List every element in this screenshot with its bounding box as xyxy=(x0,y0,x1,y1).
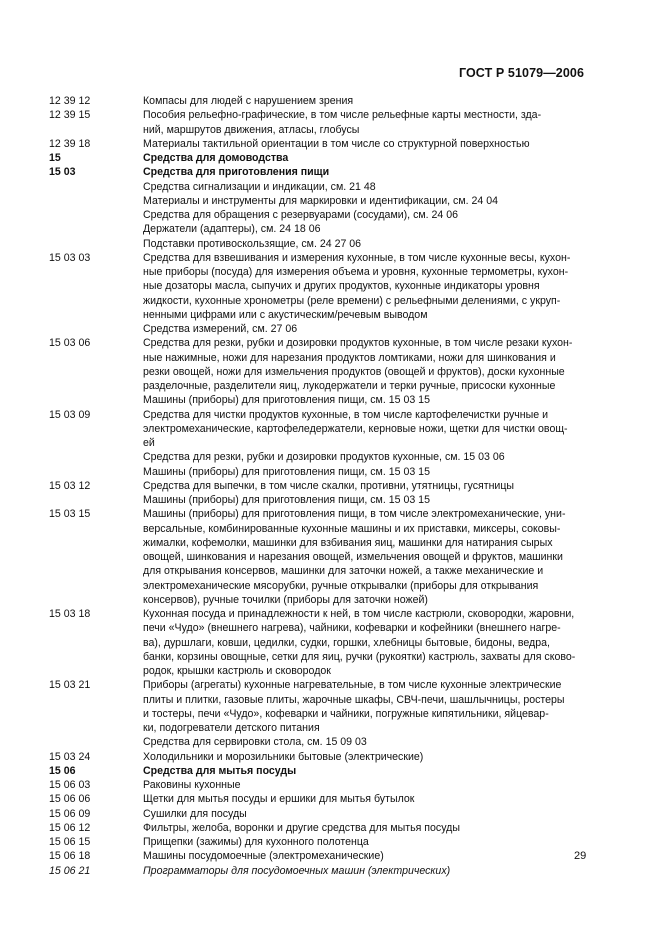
classification-entry xyxy=(49,336,584,407)
classification-entry xyxy=(49,750,584,764)
entry-code: 12 39 12 xyxy=(49,95,91,107)
description-line: версальные, комбинированные кухонные машины и их приставки, миксеры, соковы- xyxy=(143,522,561,535)
entry-code: 15 03 18 xyxy=(49,608,91,620)
entry-code: 15 06 15 xyxy=(49,836,91,848)
document-header: ГОСТ Р 51079—2006 xyxy=(458,66,584,80)
description-line: разделочные, разделители яиц, лукодержатели и терки ручные, присоски кухонные xyxy=(143,380,556,392)
entry-description xyxy=(143,607,584,678)
description-line: Средства для приготовления пищи xyxy=(143,166,330,179)
entry-code: 12 39 15 xyxy=(49,109,91,122)
entry-description xyxy=(143,94,584,108)
entry-code xyxy=(49,180,143,251)
classification-entry xyxy=(49,849,587,863)
classification-entry xyxy=(49,165,584,179)
description-line: Раковины кухонные xyxy=(143,779,241,791)
entry-code: 15 03 xyxy=(49,166,76,179)
description-line: электромеханические мясорубки, ручные открывалки (приборы для открывания xyxy=(143,579,539,592)
description-line: Машины посудомоечные (электромеханические) xyxy=(143,850,384,863)
entry-description xyxy=(143,864,584,878)
description-line: ки, подогреватели детского питания xyxy=(143,722,320,734)
description-line: Приборы (агрегаты) кухонные нагревательные, в том числе кухонные электрические xyxy=(143,679,562,692)
classification-entry xyxy=(49,108,584,137)
description-line: Средства для чистки продуктов кухонные, в том числе картофелечистки ручные и xyxy=(143,408,549,421)
description-line: Средства сигнализации и индикации, см. 21 48 xyxy=(143,180,376,193)
description-line: ей xyxy=(143,437,155,449)
classification-entry xyxy=(49,807,584,821)
description-line: Материалы тактильной ориентации в том числе со структурной поверхностью xyxy=(143,137,530,150)
classification-list xyxy=(49,94,587,878)
description-line: Машины (приборы) для приготовления пищи, в том числе электромеханические, уни- xyxy=(143,508,566,521)
entry-description xyxy=(143,778,584,792)
entry-description xyxy=(143,108,584,137)
entry-code: 15 03 03 xyxy=(49,251,91,264)
description-line: Средства для обращения с резервуарами (сосудами), см. 24 06 xyxy=(143,209,459,221)
entry-description xyxy=(143,835,584,849)
description-line: ные нажимные, ножи для нарезания продуктов ломтиками, ножи для шинкования и xyxy=(143,351,556,364)
classification-entry xyxy=(49,479,584,508)
entry-code: 15 06 03 xyxy=(49,779,91,791)
description-line: Средства для выпечки, в том числе скалки, противни, утятницы, гусятницы xyxy=(143,479,515,492)
description-line: жималки, кофемолки, машинки для взбивания яиц, машинки для натирания сырых xyxy=(143,536,553,549)
description-line: Программаторы для посудомоечных машин (электрических) xyxy=(143,864,451,877)
entry-description xyxy=(143,821,584,835)
classification-entry xyxy=(49,678,584,749)
description-line: Средства для резки, рубки и дозировки продуктов кухонные, см. 15 03 06 xyxy=(143,451,505,464)
classification-entry xyxy=(49,151,584,165)
classification-entry xyxy=(49,778,584,792)
entry-code: 15 03 12 xyxy=(49,479,91,492)
entry-code: 15 03 06 xyxy=(49,337,91,350)
description-line: Машины (приборы) для приготовления пищи, см. 15 03 15 xyxy=(143,465,430,478)
entry-description xyxy=(143,750,584,764)
description-line: печи «Чудо» (внешнего нагрева), чайники, кофеварки и кофейники (внешнего нагре- xyxy=(143,622,561,635)
description-line: Холодильники и морозильники бытовые (электрические) xyxy=(143,750,424,763)
description-line: родок, крышки кастрюль и сковородок xyxy=(143,665,331,677)
description-line: консервов), ручные точилки (приборы для заточки ножей) xyxy=(143,593,428,606)
description-line: Средства измерений, см. 27 06 xyxy=(143,323,298,335)
entry-description xyxy=(143,180,584,251)
classification-entry xyxy=(49,607,584,678)
entry-description xyxy=(143,678,584,749)
description-line: ва), дуршлаги, ковши, цедилки, судки, горшки, хлебницы бытовые, бидоны, ведра, xyxy=(143,636,550,649)
entry-code: 15 03 24 xyxy=(49,750,91,763)
description-line: Подставки противоскользящие, см. 24 27 06 xyxy=(143,237,362,250)
entry-code: 15 03 15 xyxy=(49,508,91,521)
classification-entry xyxy=(49,507,584,607)
entry-code: 15 06 09 xyxy=(49,807,91,820)
description-line: ные дозаторы масла, сыпучих и других продуктов, кухонные индикаторы уровня xyxy=(143,280,540,293)
description-line: Пособия рельефно-графические, в том числе рельефные карты местности, зда- xyxy=(143,109,542,122)
entry-description xyxy=(143,336,584,407)
description-line: жидкости, кухонные хронометры (реле времени) с рельефными делениями, с укруп- xyxy=(143,294,561,307)
entry-code: 15 06 12 xyxy=(49,821,91,834)
classification-entry xyxy=(49,408,584,479)
description-line: Машины (приборы) для приготовления пищи, см. 15 03 15 xyxy=(143,494,430,506)
description-line: Сушилки для посуды xyxy=(143,807,247,820)
description-line: для открывания консервов, машинки для заточки ножей, а также механические и xyxy=(143,565,544,578)
description-line: Средства для домоводства xyxy=(143,152,289,164)
page-number: 29 xyxy=(574,850,587,862)
entry-description xyxy=(143,408,584,479)
entry-description xyxy=(143,849,587,863)
description-line: Кухонная посуда и принадлежности к ней, в том числе кастрюли, сковородки, жаровни, xyxy=(143,608,575,620)
description-line: Материалы и инструменты для маркировки и идентификации, см. 24 04 xyxy=(143,194,499,207)
entry-description xyxy=(143,807,584,821)
description-line: Средства для мытья посуды xyxy=(143,764,297,777)
description-line: ний, маршрутов движения, атласы, глобусы xyxy=(143,123,360,136)
entry-code: 15 06 06 xyxy=(49,793,91,806)
entry-description xyxy=(143,165,584,179)
entry-description xyxy=(143,507,584,607)
description-line: овощей, шинкования и нарезания овощей, измельчения овощей и фруктов, машинки xyxy=(143,551,563,563)
classification-entry xyxy=(49,251,584,337)
classification-entry xyxy=(49,821,584,835)
description-line: ненными цифрами или с акустическим/речевым выводом xyxy=(143,308,428,321)
description-line: плиты и плитки, газовые плиты, жарочные шкафы, СВЧ-печи, шашлычницы, ростеры xyxy=(143,693,565,706)
classification-entry xyxy=(49,764,584,778)
entry-description xyxy=(143,764,584,778)
description-line: и тостеры, печи «Чудо», кофеварки и чайники, погружные кипятильники, яйцевар- xyxy=(143,707,549,720)
classification-entry xyxy=(49,835,584,849)
entry-description xyxy=(143,479,584,508)
entry-code: 12 39 18 xyxy=(49,137,91,150)
entry-description xyxy=(143,251,584,337)
entry-code: 15 xyxy=(49,152,61,164)
description-line: Средства для резки, рубки и дозировки продуктов кухонные, в том числе резаки кухон- xyxy=(143,337,573,350)
classification-entry xyxy=(49,94,584,108)
description-line: Прищепки (зажимы) для кухонного полотенца xyxy=(143,836,369,848)
entry-code: 15 06 21 xyxy=(49,864,91,877)
description-line: Компасы для людей с нарушением зрения xyxy=(143,95,354,107)
description-line: Средства для взвешивания и измерения кухонные, в том числе кухонные весы, кухон- xyxy=(143,251,571,264)
description-line: банки, корзины овощные, сетки для яиц, ручки (рукоятки) кастрюль, захваты для сково- xyxy=(143,650,576,663)
description-line: Держатели (адаптеры), см. 24 18 06 xyxy=(143,223,321,236)
classification-entry xyxy=(49,180,584,251)
description-line: резки овощей, ножи для измельчения продуктов (овощей и фруктов), доски кухонные xyxy=(143,365,565,378)
entry-code: 15 03 09 xyxy=(49,408,91,421)
description-line: Щетки для мытья посуды и ершики для мытья бутылок xyxy=(143,793,415,806)
entry-description xyxy=(143,151,584,165)
entry-code: 15 06 xyxy=(49,764,76,777)
classification-entry xyxy=(49,137,584,151)
entry-description xyxy=(143,137,584,151)
description-line: ные приборы (посуда) для измерения объема и уровня, кухонные термометры, кухон- xyxy=(143,266,569,278)
description-line: электромеханические, картофеледержатели, керновые ножи, щетки для чистки овощ- xyxy=(143,422,568,435)
entry-code: 15 03 21 xyxy=(49,679,91,692)
classification-entry xyxy=(49,864,584,878)
description-line: Фильтры, желоба, воронки и другие средства для мытья посуды xyxy=(143,821,460,834)
entry-description xyxy=(143,792,584,806)
description-line: Машины (приборы) для приготовления пищи, см. 15 03 15 xyxy=(143,394,430,407)
description-line: Средства для сервировки стола, см. 15 09 03 xyxy=(143,736,367,749)
entry-code: 15 06 18 xyxy=(49,850,91,863)
classification-entry xyxy=(49,792,584,806)
